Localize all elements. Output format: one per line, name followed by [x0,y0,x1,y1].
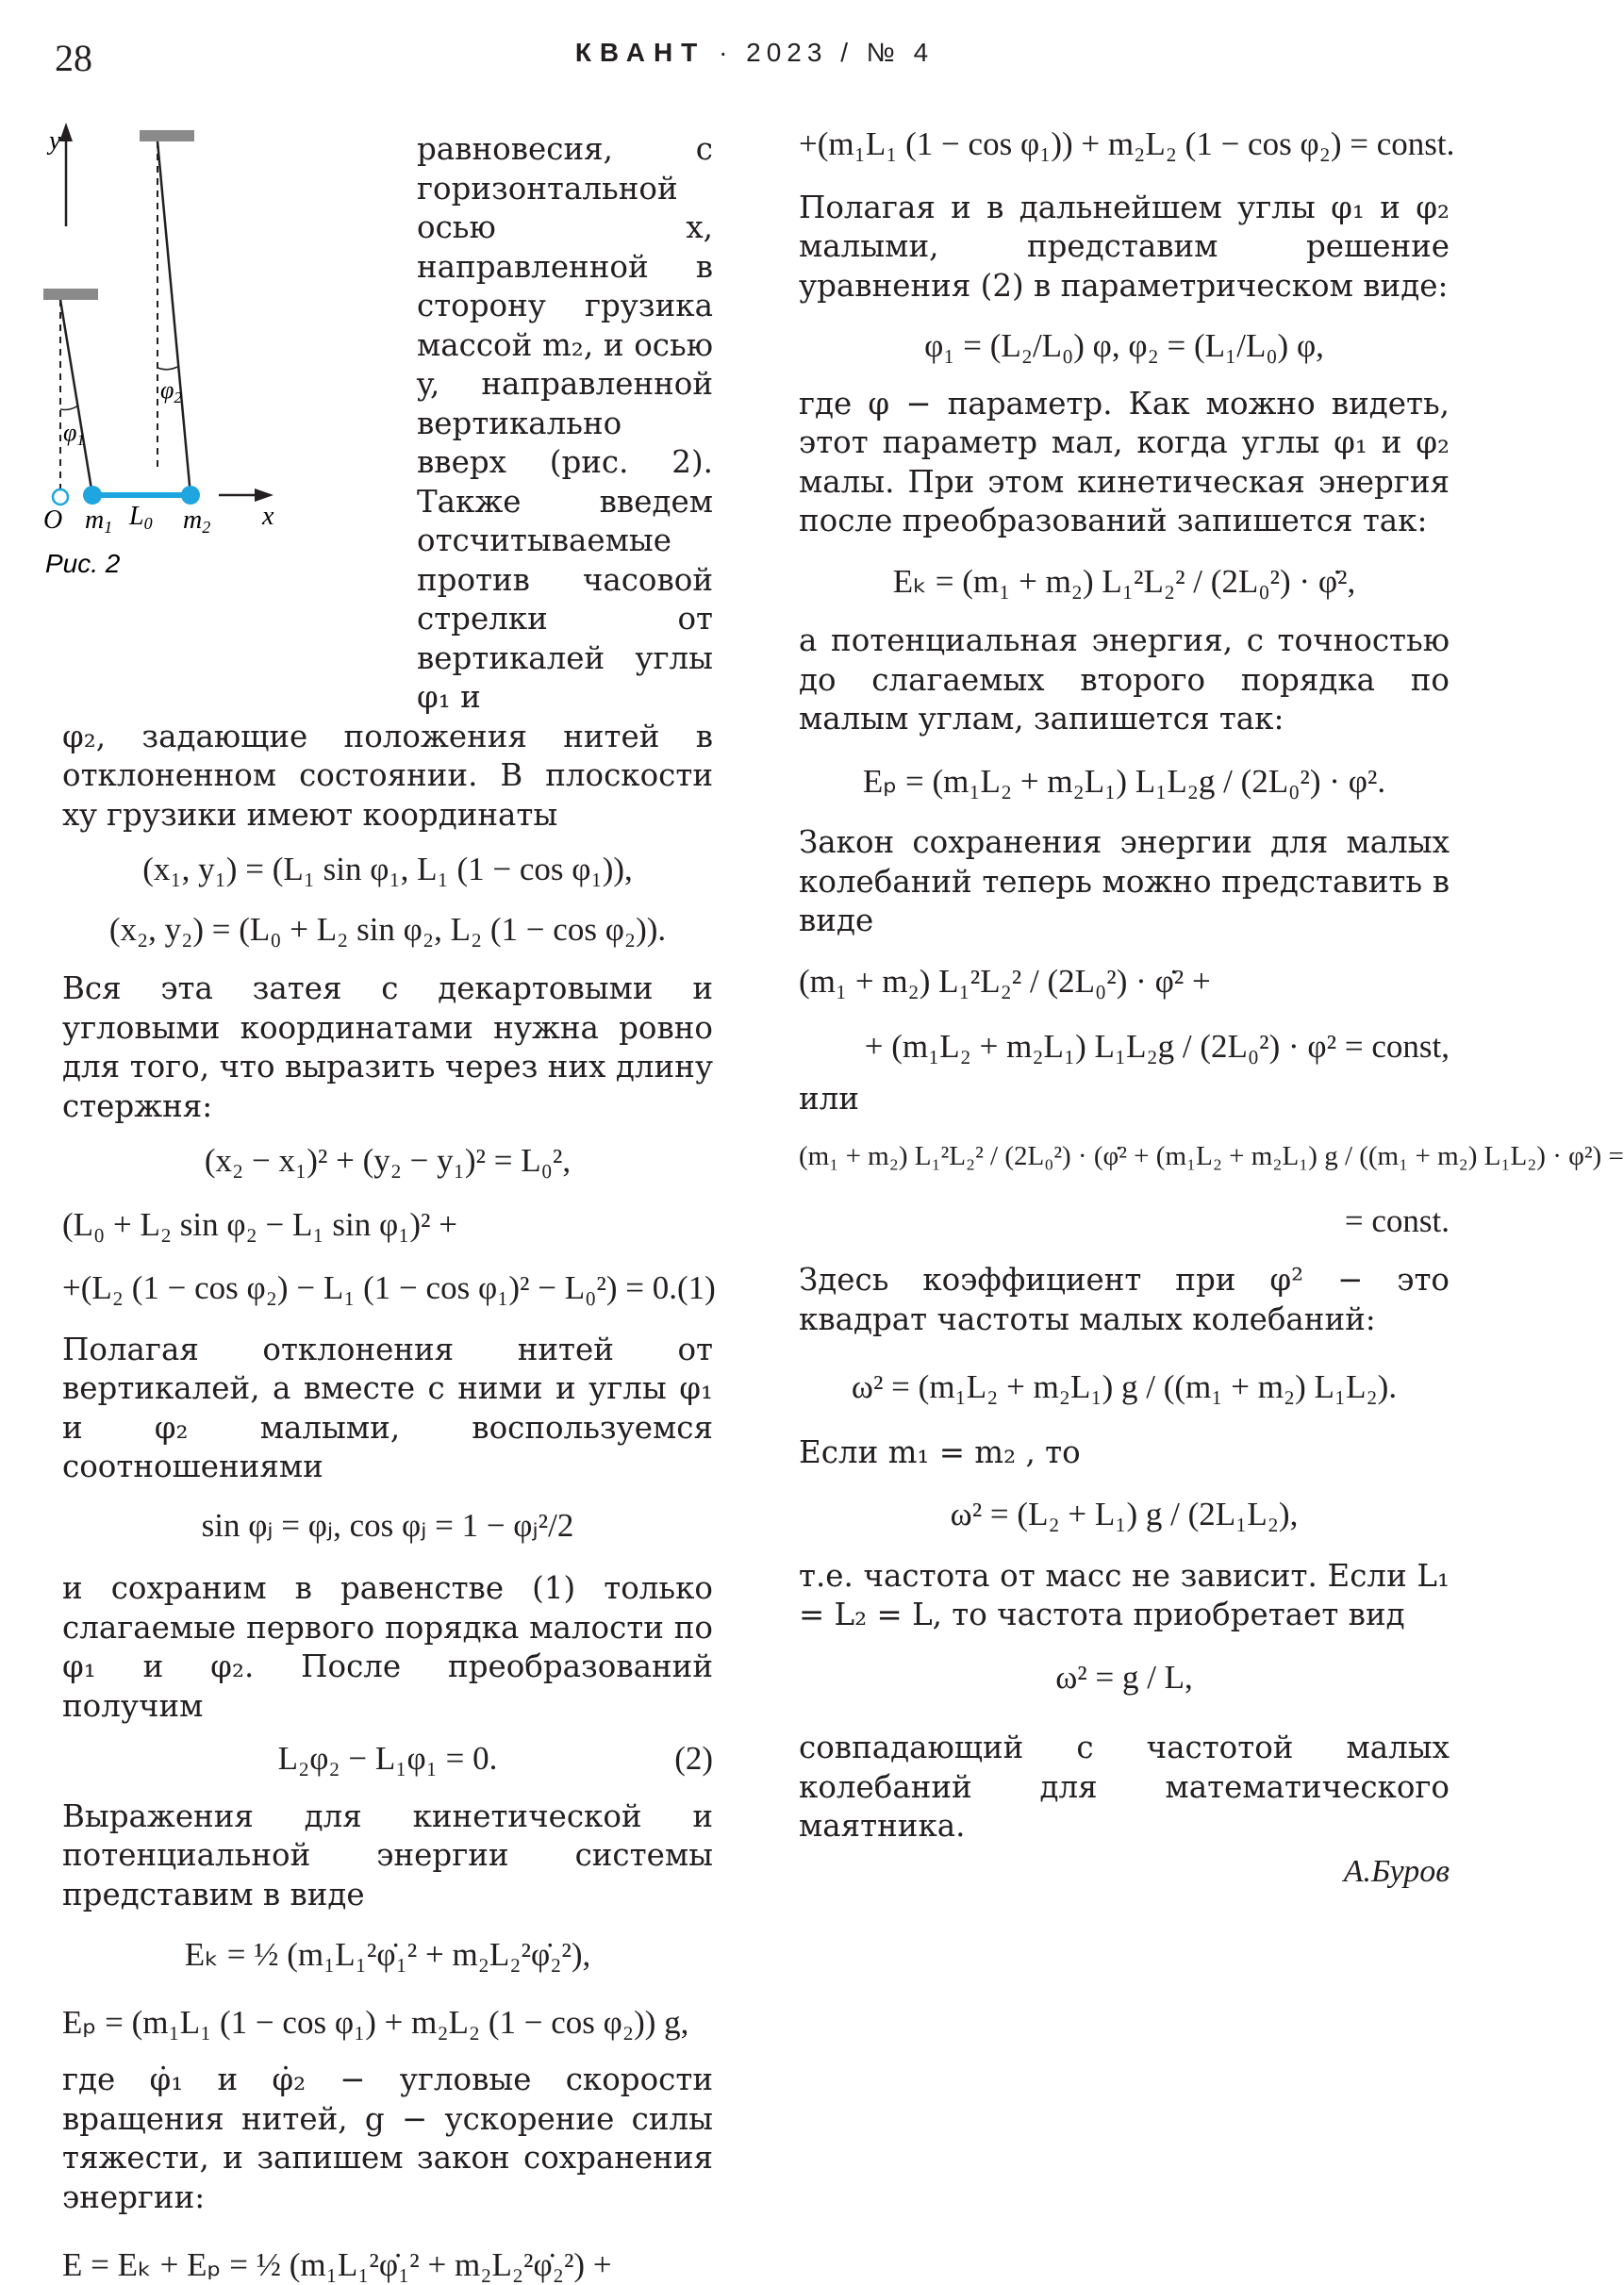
equation-or-line-1: (m₁ + m₂) L₁²L₂² / (2L₀²) · (φ̇² + (m₁L₂ + m₂L₁) g / ((m₁ + m₂) L₁L₂) · φ²) = [799,1141,1624,1171]
paragraph-angular-velocity: где φ̇₁ и φ̇₂ − угловые скорости вращения нитей, g − ускорение силы тяжести, и запишем закон сохранения энергии: [62,2061,713,2215]
origin-label: O [43,505,63,535]
equation-coordinates-2: (x₂, y₂) = (L₀ + L₂ sin φ₂, L₂ (1 − cos φ₂)). [108,910,667,948]
issue-label: · 2023 / № 4 [719,38,935,67]
journal-title: КВАНТ [574,38,706,67]
equation-omega: ω² = (m₁L₂ + m₂L₁) g / ((m₁ + m₂) L₁L₂). [851,1368,1398,1405]
paragraph-independent: т.е. частота от масс не зависит. Если L₁ = L₂ = L, то частота приобретает вид [799,1557,1450,1632]
equation-1-line-1: (L₀ + L₂ sin φ₂ − L₁ sin φ₁)² + [62,1205,458,1243]
paragraph-equal-masses: Если m₁ = m₂ , то [799,1433,1081,1470]
mass1-label: m1 [85,505,113,537]
equation-potential-2: Eₚ = (m₁L₂ + m₂L₁) L₁L₂g / (2L₀²) · φ². [862,762,1386,800]
equation-2 [62,1739,713,1779]
equation-law-line-1: (m₁ + m₂) L₁²L₂² / (2L₀²) · φ̇² + [799,962,1211,1000]
page-number: 28 [55,37,92,79]
equation-small-angle: sin φⱼ = φⱼ, cos φⱼ = 1 − φⱼ²/2 [201,1506,574,1544]
equation-omega-2: ω² = (L₂ + L₁) g / (2L₁L₂), [950,1496,1299,1532]
mass2-label: m2 [183,505,211,537]
y-axis-label: y [49,126,61,156]
equation-2-number: (2) [674,1740,713,1777]
paragraph-conservation: Закон сохранения энергии для малых колебаний теперь можно представить в виде [799,824,1450,938]
equation-or-line-2: = const. [1344,1201,1450,1239]
paragraph-potential: а потенциальная энергия, с точностью до слагаемых второго порядка по малым углам, запишется так: [799,622,1450,737]
equation-coordinates-1: (x₁, y₁) = (L₁ sin φ₁, L₁ (1 − cos φ₁)), [142,851,633,887]
equation-rod-length: (x₂ − x₁)² + (y₂ − y₁)² = L₀², [204,1142,572,1179]
equation-1-number: (1) [676,1269,716,1306]
equation-law-line-2: + (m₁L₂ + m₂L₁) L₁L₂g / (2L₀²) · φ² = const, [864,1028,1450,1065]
right-column [799,124,1624,1891]
paragraph-parameter: где φ − параметр. Как можно видеть, этот параметр мал, когда углы φ₁ и φ₂ малы. При этом кинетическая энергия после преобразований запишется так: [799,385,1450,538]
angle1-label: φ1 [63,419,85,449]
paragraph-angles: φ₂, задающие положения нитей в отклоненном состоянии. В плоскости xy грузики имеют координаты [62,718,713,833]
equation-total-energy: E = Eₖ + Eₚ = ½ (m₁L₁²φ̇₁² + m₂L₂²φ̇₂²) + [62,2246,612,2283]
figure-caption: Рис. 2 [45,549,121,578]
equation-1-line-2 [62,1268,716,1308]
author-signature: А.Буров [1343,1853,1450,1889]
equation-kinetic: Eₖ = ½ (m₁L₁²φ̇₁² + m₂L₂²φ̇₂²), [184,1936,591,1973]
paragraph-final: совпадающий с частотой малых колебаний для математического маятника. [799,1730,1450,1844]
paragraph-axes: равновесия, с горизонтальной осью x, направленной в сторону грузика массой m₂, и осью y, направленной вертикально вверх (рис. 2). Также введем отсчитываемые против часовой стрелки от вертикалей углы φ₁ и [417,131,713,715]
running-header [0,38,1509,68]
x-axis-label: x [262,502,274,531]
paragraph-parametric: Полагая и в дальнейшем углы φ₁ и φ₂ малыми, представим решение уравнения (2) в параметрическом виде: [799,189,1450,304]
paragraph-rod: Вся эта затея с декартовыми и угловыми координатами нужна ровно для того, что выразить через них длину стержня: [62,970,713,1124]
paragraph-coefficient: Здесь коэффициент при φ² − это квадрат частоты малых колебаний: [799,1262,1450,1337]
left-column [62,130,716,2285]
equation-2-body: L₂φ₂ − L₁φ₁ = 0. [277,1740,498,1777]
angle2-label: φ2 [160,376,182,406]
equation-parametric: φ₁ = (L₂/L₀) φ, φ₂ = (L₁/L₀) φ, [924,327,1324,364]
paragraph-first-order: и сохраним в равенстве (1) только слагаемые первого порядка малости по φ₁ и φ₂. После преобразований получим [62,1570,713,1724]
rod-label: L0 [129,502,153,533]
paragraph-energy: Выражения для кинетической и потенциальной энергии системы представим в виде [62,1797,713,1912]
paragraph-or: или [799,1080,859,1117]
equation-omega-3: ω² = g / L, [1055,1658,1193,1696]
equation-total-energy-cont: +(m₁L₁ (1 − cos φ₁)) + m₂L₂ (1 − cos φ₂) = const. [799,125,1455,162]
equation-1-body: +(L₂ (1 − cos φ₂) − L₁ (1 − cos φ₁)² − L₀²) = 0. [62,1269,677,1306]
paragraph-small-angles: Полагая отклонения нитей от вертикалей, а вместе с ними и углы φ₁ и φ₂ малыми, воспользуемся соотношениями [62,1331,713,1484]
equation-kinetic-2: Eₖ = (m₁ + m₂) L₁²L₂² / (2L₀²) · φ̇², [892,562,1356,600]
equation-potential: Eₚ = (m₁L₁ (1 − cos φ₁) + m₂L₂ (1 − cos φ₂)) g, [62,2003,689,2041]
